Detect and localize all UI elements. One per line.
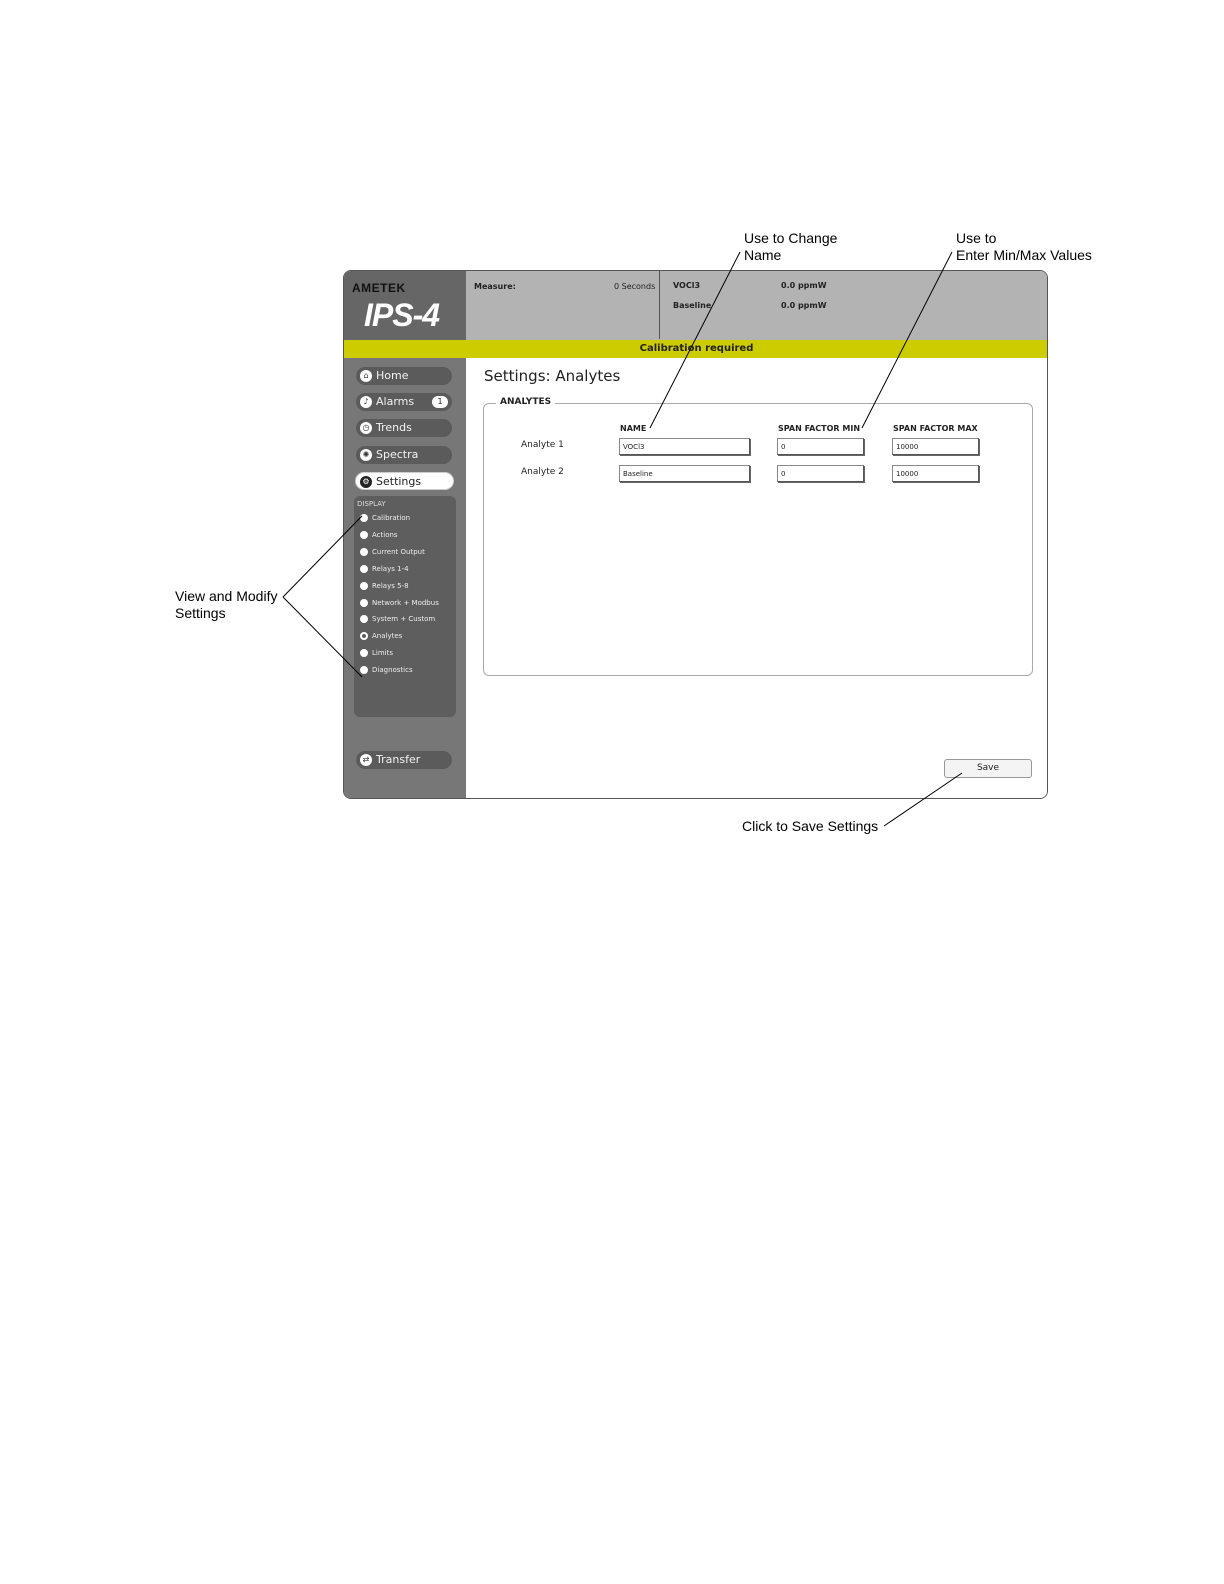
page-title: Settings: Analytes bbox=[484, 367, 621, 385]
nav-trends-button[interactable] bbox=[356, 419, 452, 437]
analyte-2-span-max-input[interactable]: 10000 bbox=[892, 465, 979, 482]
radio-dot-icon bbox=[360, 531, 368, 539]
group-label: ANALYTES bbox=[496, 397, 555, 407]
radio-dot-icon bbox=[360, 514, 368, 522]
submenu-item-relays-1-4[interactable] bbox=[360, 564, 409, 574]
analyte-2-name-input[interactable]: Baseline bbox=[619, 465, 750, 482]
submenu-item-label: Actions bbox=[372, 531, 398, 539]
radio-dot-icon bbox=[360, 615, 368, 623]
radio-dot-icon bbox=[360, 666, 368, 674]
submenu-item-network-modbus[interactable] bbox=[360, 598, 439, 608]
measure-value: 0 Seconds bbox=[614, 282, 656, 291]
swap-icon: ⇄ bbox=[360, 754, 372, 766]
logo bbox=[344, 271, 466, 341]
nav-settings-label: Settings bbox=[376, 475, 422, 488]
callout-change-name: Use to Change Name bbox=[744, 230, 838, 263]
submenu-item-system-custom[interactable] bbox=[360, 614, 435, 624]
status-name-1: VOCl3 bbox=[673, 281, 701, 290]
analyte-2-span-min-input[interactable]: 0 bbox=[777, 465, 864, 482]
nav-trends-label: Trends bbox=[376, 421, 412, 434]
nav-home-button[interactable] bbox=[356, 367, 452, 385]
submenu-heading: DISPLAY bbox=[357, 500, 386, 508]
submenu-item-limits[interactable] bbox=[360, 648, 393, 658]
bell-icon: ♪ bbox=[360, 396, 372, 408]
submenu-item-current-output[interactable] bbox=[360, 547, 425, 557]
clock-icon: ◷ bbox=[360, 422, 372, 434]
measure-label: Measure: bbox=[474, 282, 516, 291]
submenu-item-actions[interactable] bbox=[360, 530, 398, 540]
model-logo: IPS-4 bbox=[364, 297, 440, 333]
nav-spectra-button[interactable] bbox=[356, 446, 452, 464]
radio-dot-icon bbox=[360, 548, 368, 556]
nav-transfer-label: Transfer bbox=[376, 753, 421, 766]
gear-icon: ⚙ bbox=[360, 476, 372, 488]
radio-dot-icon bbox=[360, 599, 368, 607]
analyte-1-name-input[interactable]: VOCl3 bbox=[619, 438, 750, 455]
analyte-2-label: Analyte 2 bbox=[521, 467, 564, 477]
status-name-2: Baseline bbox=[673, 301, 712, 310]
submenu-item-label: Diagnostics bbox=[372, 666, 413, 674]
settings-submenu bbox=[354, 496, 456, 717]
nav-alarms-button[interactable] bbox=[356, 393, 452, 411]
app-window bbox=[343, 270, 1048, 799]
column-header-span-min: SPAN FACTOR MIN bbox=[778, 424, 861, 433]
submenu-item-label: Limits bbox=[372, 649, 393, 657]
analyte-1-label: Analyte 1 bbox=[521, 440, 564, 450]
column-header-span-max: SPAN FACTOR MAX bbox=[893, 424, 978, 433]
brand-logo: AMETEK bbox=[352, 281, 406, 295]
submenu-item-label: Analytes bbox=[372, 632, 403, 640]
sun-icon: ✺ bbox=[360, 449, 372, 461]
analytes-group bbox=[483, 397, 1033, 676]
radio-dot-icon bbox=[360, 649, 368, 657]
home-icon: ⌂ bbox=[360, 370, 372, 382]
radio-dot-icon bbox=[360, 582, 368, 590]
submenu-item-label: System + Custom bbox=[372, 615, 436, 623]
submenu-item-label: Relays 1-4 bbox=[372, 565, 409, 573]
submenu-item-relays-5-8[interactable] bbox=[360, 581, 409, 591]
nav-alarms-label: Alarms bbox=[376, 395, 415, 408]
callout-min-max: Use to Enter Min/Max Values bbox=[956, 230, 1092, 263]
sidebar bbox=[344, 358, 466, 798]
callout-view-modify: View and Modify Settings bbox=[175, 588, 278, 621]
submenu-item-label: Current Output bbox=[372, 548, 425, 556]
status-value-1: 0.0 ppmW bbox=[781, 281, 827, 290]
alarm-count-badge: 1 bbox=[432, 396, 448, 408]
analyte-1-span-max-input[interactable]: 10000 bbox=[892, 438, 979, 455]
status-header bbox=[466, 271, 1047, 341]
alert-bar: Calibration required bbox=[344, 340, 1048, 358]
column-header-name: NAME bbox=[620, 424, 647, 433]
analyte-1-span-min-input[interactable]: 0 bbox=[777, 438, 864, 455]
save-button[interactable]: Save bbox=[944, 759, 1032, 778]
nav-spectra-label: Spectra bbox=[376, 448, 419, 461]
status-value-2: 0.0 ppmW bbox=[781, 301, 827, 310]
radio-dot-selected-icon bbox=[360, 632, 368, 640]
radio-dot-icon bbox=[360, 565, 368, 573]
callout-save-settings: Click to Save Settings bbox=[742, 818, 879, 834]
submenu-item-analytes[interactable] bbox=[360, 631, 402, 641]
submenu-item-label: Calibration bbox=[372, 514, 411, 522]
nav-home-label: Home bbox=[376, 369, 409, 382]
submenu-item-label: Relays 5-8 bbox=[372, 582, 409, 590]
submenu-item-calibration[interactable] bbox=[360, 513, 410, 523]
nav-transfer-button[interactable] bbox=[356, 751, 452, 769]
submenu-item-diagnostics[interactable] bbox=[360, 665, 413, 675]
submenu-item-label: Network + Modbus bbox=[372, 599, 439, 607]
header-divider bbox=[659, 271, 660, 339]
nav-settings-button[interactable] bbox=[355, 472, 454, 490]
main-content bbox=[466, 358, 1047, 798]
